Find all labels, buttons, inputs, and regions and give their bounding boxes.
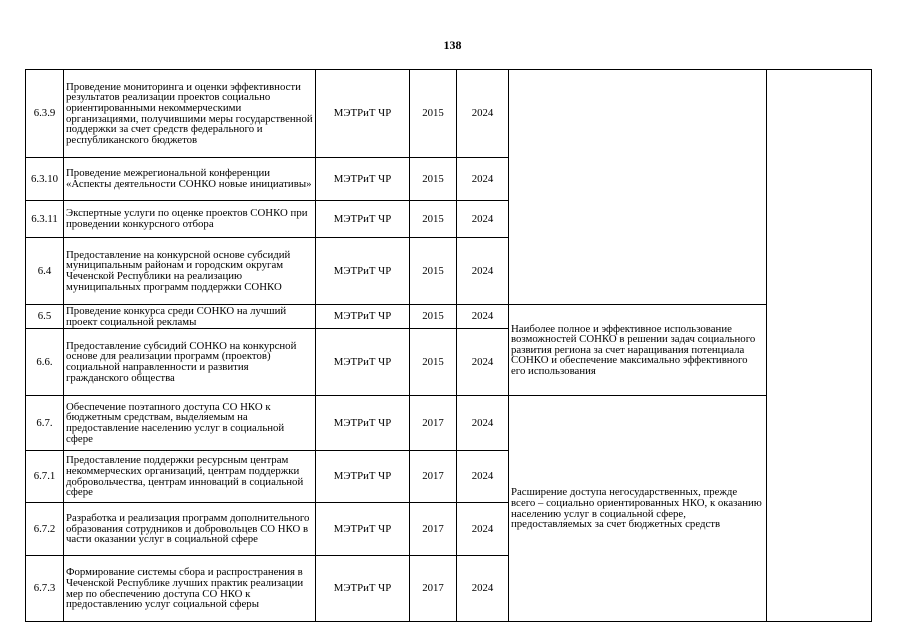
row-number: 6.5 — [26, 305, 64, 329]
expected-result-empty — [509, 70, 767, 305]
start-year: 2015 — [410, 201, 457, 238]
executor: МЭТРиТ ЧР — [316, 238, 410, 305]
activity-description: Экспертные услуги по оценке проектов СОНКО при проведении конкурсного отбора — [64, 201, 316, 238]
activity-description: Предоставление на конкурсной основе субсидий муниципальным районам и городским округам Чеченской Республики на реализацию муниципальных программ поддержки СОНКО — [64, 238, 316, 305]
row-number: 6.3.11 — [26, 201, 64, 238]
end-year: 2024 — [457, 158, 509, 201]
executor: МЭТРиТ ЧР — [316, 158, 410, 201]
end-year: 2024 — [457, 305, 509, 329]
start-year: 2015 — [410, 158, 457, 201]
start-year: 2017 — [410, 556, 457, 622]
expected-result: Наиболее полное и эффективное использование возможностей СОНКО в решении задач социального развития региона за счет наращивания потенциала СОНКО и обеспечение максимально эффективного его использования — [509, 305, 767, 396]
executor: МЭТРиТ ЧР — [316, 503, 410, 556]
activity-description: Формирование системы сбора и распространения в Чеченской Республике лучших практик реализации мер по обеспечению доступа СО НКО к предоставлению услуг социальной сферы — [64, 556, 316, 622]
start-year: 2017 — [410, 396, 457, 451]
start-year: 2017 — [410, 451, 457, 503]
row-number: 6.4 — [26, 238, 64, 305]
row-number: 6.7. — [26, 396, 64, 451]
table-row — [26, 396, 872, 451]
row-number: 6.3.10 — [26, 158, 64, 201]
activities-table — [25, 69, 872, 622]
end-year: 2024 — [457, 503, 509, 556]
expected-result: Расширение доступа негосударственных, прежде всего – социально ориентированных НКО, к оказанию населению услуг в социальной сфере, предоставляемых за счет бюджетных средств — [509, 396, 767, 622]
activity-description: Разработка и реализация программ дополнительного образования сотрудников и добровольцев СО НКО в части оказании услуг в социальной сфере — [64, 503, 316, 556]
row-number: 6.7.1 — [26, 451, 64, 503]
activity-description: Проведение мониторинга и оценки эффективности результатов реализации проектов социально ориентированными некоммерческими организациями, получившими меры государственной поддержки за счет средств федерального и республиканского бюджетов — [64, 70, 316, 158]
end-year: 2024 — [457, 329, 509, 396]
activity-description: Обеспечение поэтапного доступа СО НКО к бюджетным средствам, выделяемым на предоставление населению услуг в социальной сфере — [64, 396, 316, 451]
activity-description: Проведение конкурса среди СОНКО на лучший проект социальной рекламы — [64, 305, 316, 329]
last-column-empty — [767, 70, 872, 622]
end-year: 2024 — [457, 556, 509, 622]
row-number: 6.7.3 — [26, 556, 64, 622]
start-year: 2015 — [410, 70, 457, 158]
table-row — [26, 305, 872, 329]
executor: МЭТРиТ ЧР — [316, 556, 410, 622]
activity-description: Проведение межрегиональной конференции «Аспекты деятельности СОНКО новые инициативы» — [64, 158, 316, 201]
executor: МЭТРиТ ЧР — [316, 396, 410, 451]
activity-description: Предоставление поддержки ресурсным центрам некоммерческих организаций, центрам поддержки добровольчества, центрам инноваций в социальной сфере — [64, 451, 316, 503]
end-year: 2024 — [457, 70, 509, 158]
end-year: 2024 — [457, 396, 509, 451]
start-year: 2017 — [410, 503, 457, 556]
activity-description: Предоставление субсидий СОНКО на конкурсной основе для реализации программ (проектов) социальной направленности и развития гражданского общества — [64, 329, 316, 396]
row-number: 6.7.2 — [26, 503, 64, 556]
row-number: 6.3.9 — [26, 70, 64, 158]
end-year: 2024 — [457, 451, 509, 503]
executor: МЭТРиТ ЧР — [316, 329, 410, 396]
end-year: 2024 — [457, 201, 509, 238]
start-year: 2015 — [410, 305, 457, 329]
table-row — [26, 70, 872, 158]
executor: МЭТРиТ ЧР — [316, 451, 410, 503]
start-year: 2015 — [410, 238, 457, 305]
row-number: 6.6. — [26, 329, 64, 396]
executor: МЭТРиТ ЧР — [316, 201, 410, 238]
page-number: 138 — [443, 38, 462, 52]
end-year: 2024 — [457, 238, 509, 305]
start-year: 2015 — [410, 329, 457, 396]
executor: МЭТРиТ ЧР — [316, 305, 410, 329]
executor: МЭТРиТ ЧР — [316, 70, 410, 158]
